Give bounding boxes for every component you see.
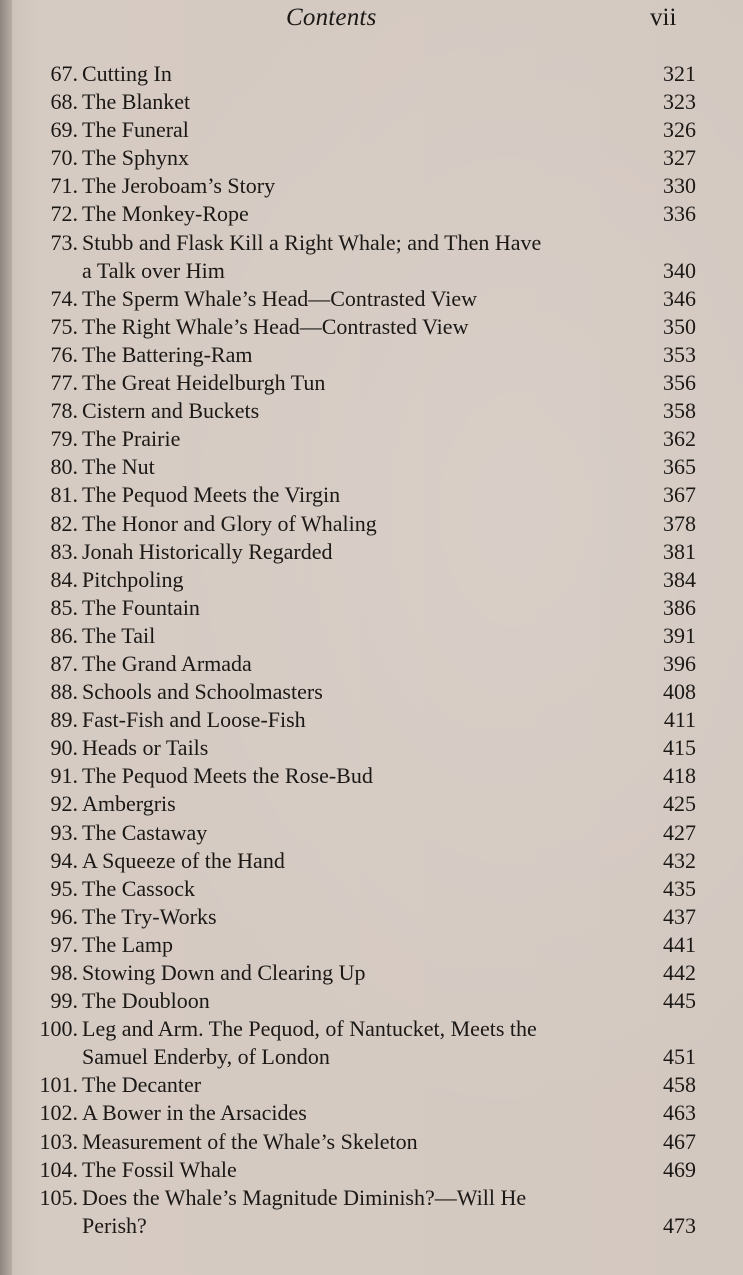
chapter-number: 85.: [50, 594, 78, 620]
chapter-title: The Fossil Whale: [82, 1156, 237, 1182]
chapter-page-number: 441: [663, 931, 696, 957]
chapter-page-number: 386: [663, 594, 696, 620]
toc-entry: [0, 566, 743, 594]
chapter-number: 79.: [50, 426, 78, 452]
toc-entry: [0, 987, 743, 1015]
chapter-number: 99.: [50, 988, 78, 1014]
chapter-title: Ambergris: [82, 791, 176, 817]
chapter-number: 75.: [50, 313, 78, 339]
toc-entry: [0, 847, 743, 875]
toc-entry: [0, 819, 743, 847]
chapter-title: Jonah Historically Regarded: [82, 538, 333, 564]
chapter-page-number: 467: [663, 1128, 696, 1154]
toc-entry: [0, 200, 743, 228]
toc-entry: [0, 144, 743, 172]
chapter-title: The Tail: [82, 622, 156, 648]
chapter-title: The Sphynx: [82, 145, 189, 171]
chapter-page-number: 458: [663, 1072, 696, 1098]
chapter-title: Pitchpoling: [82, 566, 184, 592]
chapter-number: 100.: [39, 1016, 78, 1042]
chapter-page-number: 330: [663, 173, 696, 199]
toc-entry: [0, 88, 743, 116]
chapter-number: 86.: [50, 622, 78, 648]
chapter-number: 73.: [50, 229, 78, 255]
chapter-number: 84.: [50, 566, 78, 592]
chapter-title: Schools and Schoolmasters: [82, 679, 323, 705]
chapter-page-number: 327: [663, 145, 696, 171]
chapter-title: Heads or Tails: [82, 735, 209, 761]
running-header-title: Contents: [286, 4, 377, 31]
chapter-number: 78.: [50, 398, 78, 424]
chapter-title: Leg and Arm. The Pequod, of Nantucket, Meets the Samuel Enderby, of London: [82, 1016, 537, 1070]
chapter-number: 77.: [50, 370, 78, 396]
chapter-title: The Right Whale’s Head—Contrasted View: [82, 313, 469, 339]
chapter-title: The Decanter: [82, 1072, 202, 1098]
running-header-page-number: vii: [650, 4, 677, 31]
toc-entry: [0, 931, 743, 959]
chapter-number: 70.: [50, 145, 78, 171]
toc-entry: [0, 622, 743, 650]
toc-entry: [0, 706, 743, 734]
chapter-title: The Fountain: [82, 594, 200, 620]
chapter-title: The Great Heidelburgh Tun: [82, 370, 326, 396]
chapter-number: 95.: [50, 875, 78, 901]
toc-entry: [0, 1156, 743, 1184]
chapter-title: The Monkey-Rope: [82, 201, 249, 227]
chapter-page-number: 451: [663, 1044, 696, 1070]
chapter-page-number: 435: [663, 875, 696, 901]
chapter-number: 69.: [50, 117, 78, 143]
chapter-page-number: 396: [663, 650, 696, 676]
chapter-number: 71.: [50, 173, 78, 199]
chapter-number: 97.: [50, 931, 78, 957]
chapter-page-number: 321: [663, 61, 696, 86]
chapter-number: 91.: [50, 763, 78, 789]
chapter-page-number: 473: [663, 1212, 696, 1238]
chapter-title: The Funeral: [82, 117, 189, 143]
toc-entry: [0, 172, 743, 200]
chapter-page-number: 408: [663, 679, 696, 705]
chapter-number: 74.: [50, 285, 78, 311]
toc-entry: [0, 1015, 743, 1071]
chapter-title: The Cassock: [82, 875, 196, 901]
chapter-page-number: 425: [663, 791, 696, 817]
toc-entry: [0, 510, 743, 538]
chapter-number: 68.: [50, 89, 78, 115]
chapter-number: 101.: [39, 1072, 78, 1098]
chapter-number: 76.: [50, 341, 78, 367]
chapter-number: 82.: [50, 510, 78, 536]
toc-entry: [0, 481, 743, 509]
chapter-page-number: 418: [663, 763, 696, 789]
chapter-page-number: 356: [663, 370, 696, 396]
chapter-number: 72.: [50, 201, 78, 227]
toc-entry: [0, 678, 743, 706]
chapter-title: Cistern and Buckets: [82, 398, 260, 424]
chapter-number: 103.: [39, 1128, 78, 1154]
chapter-page-number: 336: [663, 201, 696, 227]
chapter-title: The Pequod Meets the Virgin: [82, 482, 341, 508]
chapter-number: 89.: [50, 707, 78, 733]
chapter-page-number: 432: [663, 847, 696, 873]
chapter-number: 67.: [50, 61, 78, 86]
chapter-title: A Bower in the Arsacides: [82, 1100, 307, 1126]
chapter-number: 90.: [50, 735, 78, 761]
chapter-title: Cutting In: [82, 61, 172, 86]
chapter-title: A Squeeze of the Hand: [82, 847, 285, 873]
chapter-title: The Nut: [82, 454, 155, 480]
toc-entry: [0, 959, 743, 987]
chapter-number: 80.: [50, 454, 78, 480]
chapter-number: 87.: [50, 650, 78, 676]
chapter-number: 88.: [50, 679, 78, 705]
toc-entry: [0, 790, 743, 818]
chapter-number: 104.: [39, 1156, 78, 1182]
chapter-page-number: 469: [663, 1156, 696, 1182]
toc-entry: [0, 285, 743, 313]
toc-entry: [0, 1099, 743, 1127]
toc-entry: [0, 594, 743, 622]
chapter-number: 98.: [50, 960, 78, 985]
toc-entry: [0, 903, 743, 931]
chapter-page-number: 326: [663, 117, 696, 143]
toc-entry: [0, 1128, 743, 1156]
chapter-page-number: 378: [663, 510, 696, 536]
toc-entry: [0, 538, 743, 566]
toc-entry: [0, 229, 743, 285]
chapter-number: 92.: [50, 791, 78, 817]
chapter-page-number: 415: [663, 735, 696, 761]
toc-entry: [0, 453, 743, 481]
chapter-page-number: 381: [663, 538, 696, 564]
chapter-page-number: 411: [663, 707, 696, 733]
chapter-number: 105.: [39, 1184, 78, 1210]
chapter-title: Fast-Fish and Loose-Fish: [82, 707, 306, 733]
toc-entry: [0, 425, 743, 453]
chapter-page-number: 442: [663, 960, 696, 985]
chapter-title: The Honor and Glory of Whaling: [82, 510, 377, 536]
chapter-page-number: 346: [663, 285, 696, 311]
chapter-page-number: 391: [663, 622, 696, 648]
chapter-page-number: 358: [663, 398, 696, 424]
chapter-page-number: 350: [663, 313, 696, 339]
toc-entry: [0, 341, 743, 369]
toc-entry: [0, 650, 743, 678]
toc-entry: [0, 313, 743, 341]
toc-entry: [0, 762, 743, 790]
toc-entry: [0, 369, 743, 397]
chapter-number: 96.: [50, 903, 78, 929]
chapter-title: The Castaway: [82, 819, 208, 845]
toc-entry: [0, 1184, 743, 1240]
chapter-number: 81.: [50, 482, 78, 508]
chapter-title: Stowing Down and Clearing Up: [82, 960, 366, 985]
chapter-title: The Try-Works: [82, 903, 217, 929]
chapter-page-number: 353: [663, 341, 696, 367]
chapter-page-number: 365: [663, 454, 696, 480]
toc-entry: [0, 1071, 743, 1099]
chapter-page-number: 437: [663, 903, 696, 929]
chapter-page-number: 445: [663, 988, 696, 1014]
chapter-page-number: 367: [663, 482, 696, 508]
chapter-page-number: 463: [663, 1100, 696, 1126]
chapter-page-number: 362: [663, 426, 696, 452]
chapter-title: Measurement of the Whale’s Skeleton: [82, 1128, 418, 1154]
chapter-title: The Blanket: [82, 89, 191, 115]
chapter-number: 102.: [39, 1100, 78, 1126]
chapter-page-number: 427: [663, 819, 696, 845]
chapter-page-number: 340: [663, 257, 696, 283]
chapter-page-number: 323: [663, 89, 696, 115]
chapter-title: Does the Whale’s Magnitude Diminish?—Will He Perish?: [82, 1184, 527, 1238]
chapter-title: The Pequod Meets the Rose-Bud: [82, 763, 373, 789]
toc-entry: [0, 60, 743, 88]
chapter-title: The Doubloon: [82, 988, 210, 1014]
toc-entry: [0, 116, 743, 144]
toc-entry: [0, 875, 743, 903]
chapter-page-number: 384: [663, 566, 696, 592]
chapter-title: The Battering-Ram: [82, 341, 253, 367]
chapter-number: 94.: [50, 847, 78, 873]
toc-entry: [0, 397, 743, 425]
chapter-title: The Prairie: [82, 426, 181, 452]
chapter-number: 93.: [50, 819, 78, 845]
chapter-title: The Sperm Whale’s Head—Contrasted View: [82, 285, 477, 311]
chapter-title: Stubb and Flask Kill a Right Whale; and Then Have a Talk over Him: [82, 229, 542, 283]
toc-entry: [0, 734, 743, 762]
chapter-title: The Grand Armada: [82, 650, 252, 676]
chapter-number: 83.: [50, 538, 78, 564]
table-of-contents: [0, 60, 743, 1240]
chapter-title: The Jeroboam’s Story: [82, 173, 276, 199]
chapter-title: The Lamp: [82, 931, 174, 957]
